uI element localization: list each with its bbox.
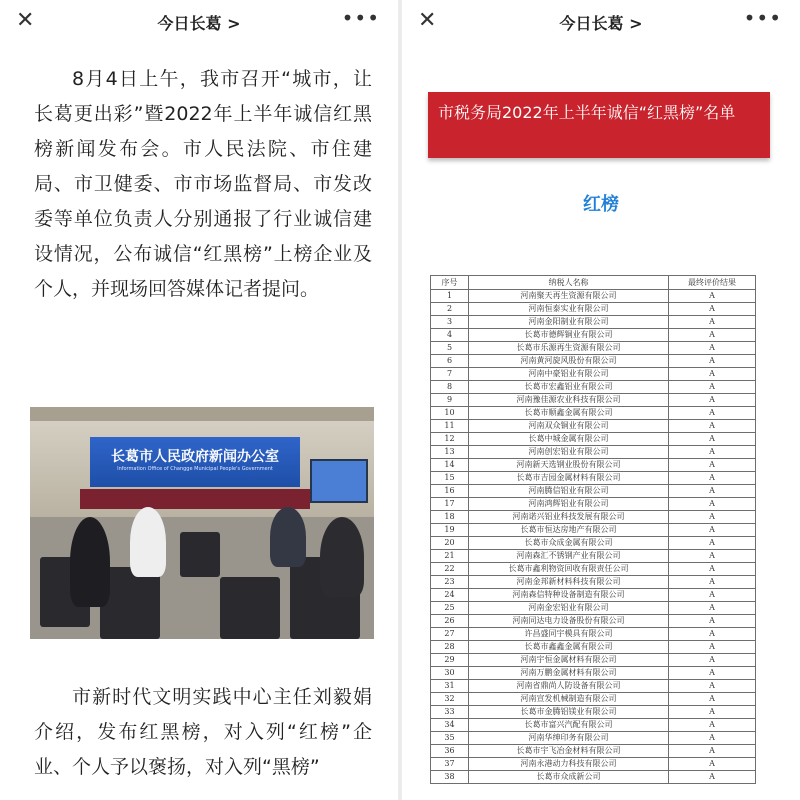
table-row [431,446,756,459]
table-row [431,550,756,563]
cell-index: 11 [431,420,469,433]
cell-rating: A [669,576,756,589]
cell-rating: A [669,290,756,303]
top-nav-bar [0,0,398,42]
cell-index: 27 [431,628,469,641]
cell-rating: A [669,472,756,485]
cell-taxpayer-name: 河南宇恒金属材料有限公司 [469,654,669,667]
table-row [431,537,756,550]
table-row [431,576,756,589]
cell-rating: A [669,485,756,498]
table-row [431,420,756,433]
table-row [431,758,756,771]
cell-index: 32 [431,693,469,706]
red-list-table [430,275,756,784]
cell-rating: A [669,706,756,719]
cell-taxpayer-name: 长葛市吉园金属材料有限公司 [469,472,669,485]
table-row [431,472,756,485]
cell-rating: A [669,771,756,784]
cell-taxpayer-name: 长葛市宇飞冶金材料有限公司 [469,745,669,758]
cell-index: 36 [431,745,469,758]
cell-index: 22 [431,563,469,576]
cell-rating: A [669,459,756,472]
cell-taxpayer-name: 河南新天选钢业股份有限公司 [469,459,669,472]
table-row [431,732,756,745]
table-row [431,355,756,368]
cell-index: 16 [431,485,469,498]
press-conference-photo [30,407,374,639]
table-row [431,706,756,719]
cell-index: 9 [431,394,469,407]
table-row [431,290,756,303]
cell-taxpayer-name: 河南恒泰实业有限公司 [469,303,669,316]
cell-taxpayer-name: 河南创宏铝业有限公司 [469,446,669,459]
cell-rating: A [669,537,756,550]
cell-index: 25 [431,602,469,615]
cell-taxpayer-name: 河南同达电力设备股份有限公司 [469,615,669,628]
table-row [431,641,756,654]
cell-rating: A [669,758,756,771]
cell-rating: A [669,420,756,433]
cell-index: 19 [431,524,469,537]
cell-rating: A [669,615,756,628]
cell-rating: A [669,368,756,381]
cell-taxpayer-name: 河南聚天再生资源有限公司 [469,290,669,303]
account-title-link[interactable]: 今日长葛 > [559,14,643,33]
cell-rating: A [669,667,756,680]
cell-index: 37 [431,758,469,771]
photo-banner-subtext: Information Office of Changge Municipal People's Government [117,466,273,472]
cell-rating: A [669,654,756,667]
cell-rating: A [669,433,756,446]
cell-index: 1 [431,290,469,303]
column-header-index: 序号 [431,276,469,290]
cell-rating: A [669,693,756,706]
table-row [431,433,756,446]
table-row [431,342,756,355]
cell-rating: A [669,407,756,420]
cell-taxpayer-name: 河南双众铜业有限公司 [469,420,669,433]
close-icon[interactable]: ✕ [16,8,35,33]
table-row [431,589,756,602]
cell-rating: A [669,680,756,693]
cell-index: 18 [431,511,469,524]
cell-rating: A [669,745,756,758]
more-icon[interactable]: ••• [341,6,380,30]
red-black-list-banner [428,92,770,158]
column-header-rating: 最终评价结果 [669,276,756,290]
table-row [431,680,756,693]
cell-index: 30 [431,667,469,680]
table-row [431,667,756,680]
top-nav-bar [402,0,800,42]
cell-taxpayer-name: 长葛市富兴汽配有限公司 [469,719,669,732]
cell-rating: A [669,394,756,407]
cell-index: 31 [431,680,469,693]
cell-rating: A [669,641,756,654]
table-header-row [431,276,756,290]
cell-rating: A [669,381,756,394]
article-paragraph: 8月4日上午，我市召开“城市，让长葛更出彩”暨2022年上半年诚信红黑榜新闻发布会。市人民法院、市住建局、市卫健委、市市场监督局、市发改委等单位负责人分别通报了行业诚信建设情况，公布诚信“红黑榜”上榜企业及个人，并现场回答媒体记者提问。 [34,68,372,300]
table-row [431,563,756,576]
close-icon[interactable]: ✕ [418,8,437,33]
cell-index: 34 [431,719,469,732]
cell-taxpayer-name: 长葛市顺鑫金属有限公司 [469,407,669,420]
cell-taxpayer-name: 河南豫佳源农业科技有限公司 [469,394,669,407]
cell-rating: A [669,316,756,329]
cell-index: 26 [431,615,469,628]
table-row [431,654,756,667]
table-row [431,628,756,641]
cell-taxpayer-name: 河南省鼎尚人防设备有限公司 [469,680,669,693]
cell-index: 21 [431,550,469,563]
cell-taxpayer-name: 河南中豪铝业有限公司 [469,368,669,381]
cell-taxpayer-name: 河南鸿辉铝业有限公司 [469,498,669,511]
cell-taxpayer-name: 长葛市恒达房地产有限公司 [469,524,669,537]
cell-index: 4 [431,329,469,342]
article-body [0,42,398,307]
cell-rating: A [669,355,756,368]
cell-index: 14 [431,459,469,472]
table-row [431,329,756,342]
photo-table [80,489,310,509]
cell-rating: A [669,563,756,576]
cell-rating: A [669,498,756,511]
table-row [431,394,756,407]
cell-taxpayer-name: 长葛市众成金属有限公司 [469,537,669,550]
cell-index: 13 [431,446,469,459]
photo-banner-text: 长葛市人民政府新闻办公室 [111,449,279,465]
cell-taxpayer-name: 河南诺兴铝业科技发展有限公司 [469,511,669,524]
cell-index: 38 [431,771,469,784]
cell-index: 3 [431,316,469,329]
table-row [431,381,756,394]
article-body-continued [34,680,372,785]
cell-rating: A [669,342,756,355]
cell-taxpayer-name: 长葛市宏鑫铝业有限公司 [469,381,669,394]
cell-taxpayer-name: 河南森汇不锈钢产业有限公司 [469,550,669,563]
cell-taxpayer-name: 长葛市众成新公司 [469,771,669,784]
table-row [431,407,756,420]
column-header-name: 纳税人名称 [469,276,669,290]
cell-rating: A [669,550,756,563]
cell-index: 8 [431,381,469,394]
table-row [431,368,756,381]
cell-index: 24 [431,589,469,602]
cell-index: 10 [431,407,469,420]
cell-taxpayer-name: 河南金邦新材料科技有限公司 [469,576,669,589]
cell-rating: A [669,511,756,524]
table-row [431,524,756,537]
cell-rating: A [669,589,756,602]
table-row [431,693,756,706]
cell-index: 2 [431,303,469,316]
table-row [431,511,756,524]
table-row [431,719,756,732]
cell-taxpayer-name: 长葛市乐源再生资源有限公司 [469,342,669,355]
cell-rating: A [669,602,756,615]
cell-index: 20 [431,537,469,550]
cell-taxpayer-name: 长葛市德辉铜业有限公司 [469,329,669,342]
table-row [431,745,756,758]
cell-taxpayer-name: 河南宣发机械制造有限公司 [469,693,669,706]
table-row [431,602,756,615]
red-list-heading: 红榜 [583,194,619,215]
cell-taxpayer-name: 长葛中城金属有限公司 [469,433,669,446]
cell-taxpayer-name: 河南金宏铝业有限公司 [469,602,669,615]
table-row [431,771,756,784]
cell-taxpayer-name: 长葛市金腾铝镁业有限公司 [469,706,669,719]
cell-index: 7 [431,368,469,381]
cell-index: 12 [431,433,469,446]
cell-index: 17 [431,498,469,511]
cell-rating: A [669,524,756,537]
more-icon[interactable]: ••• [743,6,782,30]
cell-index: 23 [431,576,469,589]
cell-taxpayer-name: 河南华绅印务有限公司 [469,732,669,745]
cell-taxpayer-name: 河南腾信铝业有限公司 [469,485,669,498]
cell-index: 35 [431,732,469,745]
table-row [431,459,756,472]
cell-index: 33 [431,706,469,719]
table-row [431,303,756,316]
cell-index: 29 [431,654,469,667]
table-row [431,615,756,628]
cell-index: 5 [431,342,469,355]
cell-rating: A [669,329,756,342]
cell-rating: A [669,446,756,459]
cell-taxpayer-name: 河南万鹏金属材料有限公司 [469,667,669,680]
cell-index: 28 [431,641,469,654]
article-paragraph: 市新时代文明实践中心主任刘毅娟介绍，发布红黑榜，对入列“红榜”企业、个人予以褒扬，对入列“黑榜” [34,686,372,778]
cell-index: 15 [431,472,469,485]
table-row [431,498,756,511]
cell-rating: A [669,628,756,641]
cell-taxpayer-name: 河南金阳制业有限公司 [469,316,669,329]
cell-rating: A [669,719,756,732]
photo-banner [90,437,300,487]
cell-taxpayer-name: 河南永港动力科技有限公司 [469,758,669,771]
cell-index: 6 [431,355,469,368]
cell-taxpayer-name: 长葛市鑫鑫金属有限公司 [469,641,669,654]
cell-taxpayer-name: 许昌盛同宇模具有限公司 [469,628,669,641]
table-row [431,316,756,329]
cell-rating: A [669,732,756,745]
cell-taxpayer-name: 长葛市鑫利物资回收有限责任公司 [469,563,669,576]
banner-title: 市税务局2022年上半年诚信“红黑榜”名单 [438,103,736,122]
cell-rating: A [669,303,756,316]
account-title-link[interactable]: 今日长葛 > [157,14,241,33]
table-row [431,485,756,498]
cell-taxpayer-name: 河南黄河旋风股份有限公司 [469,355,669,368]
cell-taxpayer-name: 河南森信特种设备制造有限公司 [469,589,669,602]
photo-screen [310,459,368,503]
